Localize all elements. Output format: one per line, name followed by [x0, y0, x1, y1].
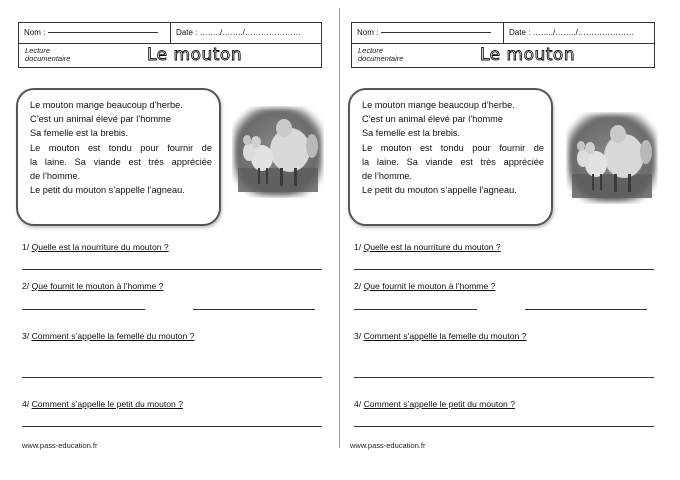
question-1: 1/ Quelle est la nourriture du mouton ? — [22, 242, 169, 252]
page-title: Le mouton — [147, 45, 243, 65]
text-line: Le petit du mouton s’appelle l’agneau. — [362, 185, 517, 196]
subtitle: Lecture documentaire — [358, 46, 404, 63]
question-3: 3/ Comment s’appelle la femelle du mouton ? — [354, 331, 527, 341]
reading-text-box — [348, 88, 553, 226]
question-1: 1/ Quelle est la nourriture du mouton ? — [354, 242, 501, 252]
date-label: Date : ……../……../………………… — [509, 28, 634, 37]
header-table — [351, 22, 655, 68]
text-line: Sa femelle est la brebis. — [362, 128, 461, 139]
answer-line[interactable] — [354, 269, 654, 270]
question-3: 3/ Comment s’appelle la femelle du mouton ? — [22, 331, 195, 341]
name-label: Nom : — [24, 28, 46, 37]
question-2: 2/ Que fournit le mouton à l’homme ? — [354, 281, 496, 291]
subtitle: Lecture documentaire — [25, 46, 71, 63]
name-field[interactable] — [352, 23, 504, 43]
text-line: Sa femelle est la brebis. — [30, 128, 129, 139]
date-label: Date : ……../……../………………… — [176, 28, 301, 37]
text-line: C’est un animal élevé par l’homme — [362, 114, 503, 125]
reading-text-box — [16, 88, 221, 226]
answer-line[interactable] — [354, 309, 477, 310]
header-table — [18, 22, 322, 68]
answer-line[interactable] — [22, 377, 322, 378]
text-line: Le mouton mange beaucoup d’herbe. — [362, 100, 515, 110]
sheep-photo-icon — [566, 112, 658, 204]
question-4: 4/ Comment s’appelle le petit du mouton ? — [22, 399, 183, 409]
text-line: Le petit du mouton s’appelle l’agneau. — [30, 185, 185, 196]
worksheet-right — [340, 0, 680, 480]
footer-url: www.pass-education.fr — [22, 441, 98, 450]
date-field[interactable] — [504, 23, 656, 43]
answer-line[interactable] — [22, 269, 322, 270]
text-line: Le mouton est tondu pour fournir de — [362, 142, 544, 153]
text-line: la laine. Sa viande est très appréciée — [30, 156, 212, 167]
name-label: Nom : — [357, 28, 379, 37]
answer-line[interactable] — [525, 309, 647, 310]
footer-url: www.pass-education.fr — [350, 441, 426, 450]
date-field[interactable] — [171, 23, 323, 43]
text-line: la laine. Sa viande est très appréciée — [362, 156, 544, 167]
name-field[interactable] — [19, 23, 171, 43]
text-line: Le mouton mange beaucoup d’herbe. — [30, 100, 183, 110]
sheep-photo-icon — [232, 106, 324, 198]
text-line: de l’homme. — [362, 171, 413, 182]
answer-line[interactable] — [354, 426, 654, 427]
answer-line[interactable] — [354, 377, 654, 378]
answer-line[interactable] — [193, 309, 315, 310]
answer-line[interactable] — [22, 309, 145, 310]
text-line: de l’homme. — [30, 171, 81, 182]
answer-line[interactable] — [22, 426, 322, 427]
text-line: C’est un animal élevé par l’homme — [30, 114, 171, 125]
text-line: Le mouton est tondu pour fournir de — [30, 142, 212, 153]
question-2: 2/ Que fournit le mouton à l’homme ? — [22, 281, 164, 291]
page-title: Le mouton — [480, 45, 576, 65]
name-line — [381, 32, 491, 33]
question-4: 4/ Comment s’appelle le petit du mouton ? — [354, 399, 515, 409]
name-line — [48, 32, 158, 33]
